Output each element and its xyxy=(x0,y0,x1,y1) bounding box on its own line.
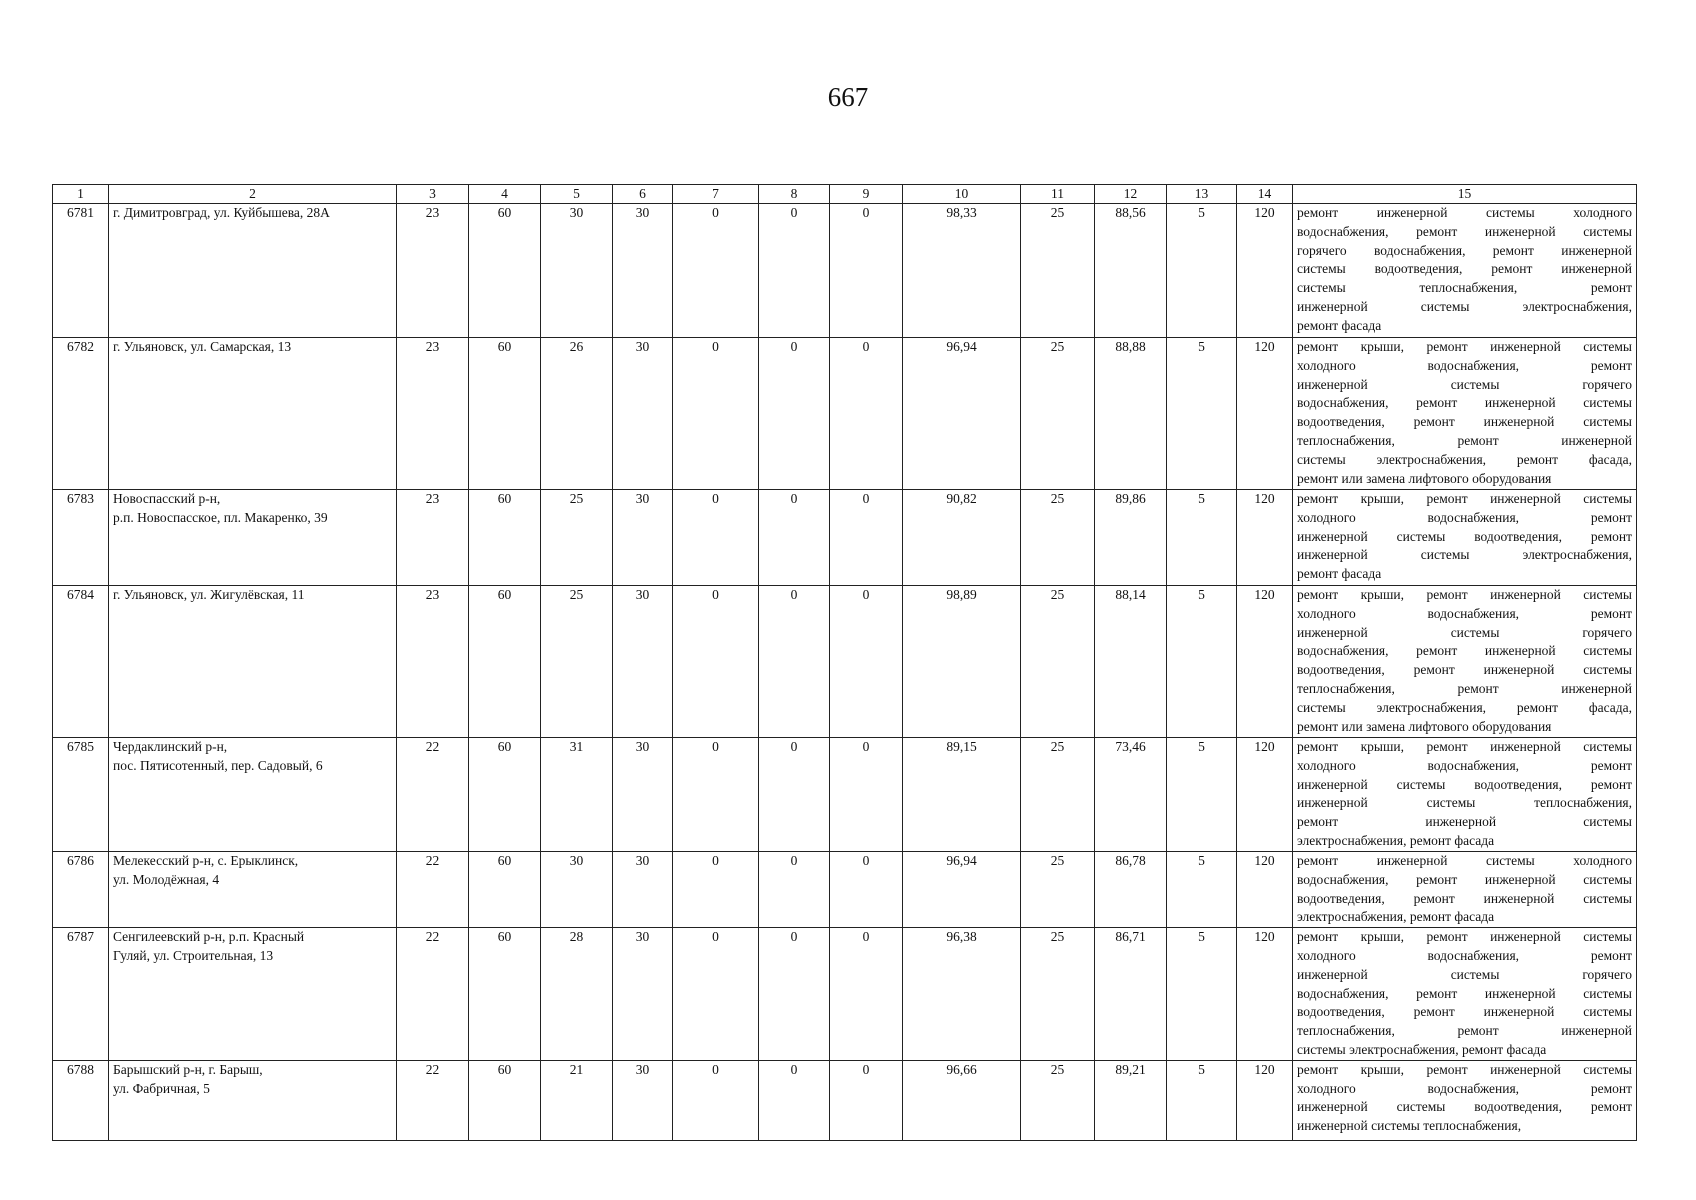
row-number: 6786 xyxy=(53,852,109,928)
address-cell xyxy=(109,586,397,738)
value-cell-11: 25 xyxy=(1021,928,1095,1061)
value-cell-11: 25 xyxy=(1021,852,1095,928)
row-number: 6785 xyxy=(53,738,109,852)
column-header: 7 xyxy=(673,185,759,204)
value-cell-6: 30 xyxy=(613,928,673,1061)
works-line: ремонт инженерной системы холодного xyxy=(1297,205,1632,220)
value-cell-9: 0 xyxy=(830,738,903,852)
works-line: ремонт или замена лифтового оборудования xyxy=(1297,718,1552,734)
value-cell-10: 96,66 xyxy=(903,1060,1021,1140)
works-line: ремонт крыши, ремонт инженерной системы xyxy=(1297,929,1632,945)
value-cell-10: 98,89 xyxy=(903,586,1021,738)
value-cell-4: 60 xyxy=(469,1060,541,1140)
value-cell-13: 5 xyxy=(1167,490,1237,586)
works-line: холодного водоснабжения, ремонт xyxy=(1297,1080,1632,1096)
value-cell-12: 73,46 xyxy=(1095,738,1167,852)
value-cell-14: 120 xyxy=(1237,204,1293,338)
works-line: водоотведения, ремонт инженерной системы xyxy=(1297,662,1632,678)
value-cell-5: 28 xyxy=(541,928,613,1061)
table-row xyxy=(53,490,1637,586)
table-row xyxy=(53,928,1637,1061)
works-line: ремонт крыши, ремонт инженерной системы xyxy=(1297,587,1632,602)
capital-repair-table xyxy=(52,184,1637,1141)
value-cell-13: 5 xyxy=(1167,928,1237,1061)
value-cell-11: 25 xyxy=(1021,1060,1095,1140)
value-cell-12: 88,88 xyxy=(1095,338,1167,490)
works-line: инженерной системы электроснабжения, xyxy=(1297,298,1632,314)
value-cell-12: 86,71 xyxy=(1095,928,1167,1061)
address-cell xyxy=(109,738,397,852)
works-line: инженерной системы горячего xyxy=(1297,376,1632,392)
value-cell-12: 88,14 xyxy=(1095,586,1167,738)
value-cell-12: 86,78 xyxy=(1095,852,1167,928)
value-cell-6: 30 xyxy=(613,852,673,928)
address-cell xyxy=(109,490,397,586)
address-line: г. Ульяновск, ул. Самарская, 13 xyxy=(113,339,292,354)
works-line: ремонт инженерной системы xyxy=(1297,814,1632,830)
works-line: ремонт фасада xyxy=(1297,317,1382,333)
value-cell-5: 30 xyxy=(541,852,613,928)
value-cell-9: 0 xyxy=(830,928,903,1061)
works-line: системы электроснабжения, ремонт фасада, xyxy=(1297,699,1632,715)
address-line: ул. Молодёжная, 4 xyxy=(113,871,220,887)
value-cell-6: 30 xyxy=(613,204,673,338)
value-cell-10: 96,94 xyxy=(903,852,1021,928)
works-line: инженерной системы теплоснабжения, xyxy=(1297,1118,1522,1134)
address-cell xyxy=(109,1060,397,1140)
address-cell xyxy=(109,338,397,490)
works-cell xyxy=(1293,852,1637,928)
works-line: водоотведения, ремонт инженерной системы xyxy=(1297,890,1632,906)
address-line: р.п. Новоспасское, пл. Макаренко, 39 xyxy=(113,509,328,525)
value-cell-8: 0 xyxy=(759,490,830,586)
works-line: водоснабжения, ремонт инженерной системы xyxy=(1297,643,1632,659)
value-cell-3: 23 xyxy=(397,204,469,338)
works-line: ремонт фасада xyxy=(1297,566,1382,582)
value-cell-8: 0 xyxy=(759,738,830,852)
column-header: 4 xyxy=(469,185,541,204)
value-cell-14: 120 xyxy=(1237,338,1293,490)
works-line: ремонт или замена лифтового оборудования xyxy=(1297,470,1552,486)
value-cell-7: 0 xyxy=(673,852,759,928)
value-cell-8: 0 xyxy=(759,852,830,928)
value-cell-12: 88,56 xyxy=(1095,204,1167,338)
works-cell xyxy=(1293,338,1637,490)
row-number: 6783 xyxy=(53,490,109,586)
value-cell-8: 0 xyxy=(759,1060,830,1140)
value-cell-3: 22 xyxy=(397,1060,469,1140)
value-cell-10: 96,94 xyxy=(903,338,1021,490)
works-line: инженерной системы горячего xyxy=(1297,966,1632,982)
value-cell-6: 30 xyxy=(613,490,673,586)
value-cell-7: 0 xyxy=(673,586,759,738)
value-cell-4: 60 xyxy=(469,490,541,586)
address-line: Гуляй, ул. Строительная, 13 xyxy=(113,947,274,963)
value-cell-13: 5 xyxy=(1167,586,1237,738)
value-cell-14: 120 xyxy=(1237,738,1293,852)
value-cell-4: 60 xyxy=(469,928,541,1061)
value-cell-7: 0 xyxy=(673,738,759,852)
value-cell-4: 60 xyxy=(469,738,541,852)
value-cell-4: 60 xyxy=(469,338,541,490)
works-line: холодного водоснабжения, ремонт xyxy=(1297,509,1632,525)
address-cell xyxy=(109,204,397,338)
works-line: системы водоотведения, ремонт инженерной xyxy=(1297,261,1632,277)
value-cell-4: 60 xyxy=(469,852,541,928)
table-row xyxy=(53,1060,1637,1140)
table-row xyxy=(53,204,1637,338)
value-cell-8: 0 xyxy=(759,204,830,338)
address-line: Новоспасский р-н, xyxy=(113,491,221,506)
address-line: Барышский р-н, г. Барыш, xyxy=(113,1061,263,1077)
works-line: водоотведения, ремонт инженерной системы xyxy=(1297,414,1632,430)
value-cell-3: 23 xyxy=(397,490,469,586)
works-line: системы теплоснабжения, ремонт xyxy=(1297,280,1632,296)
works-line: водоснабжения, ремонт инженерной системы xyxy=(1297,395,1632,411)
works-line: инженерной системы водоотведения, ремонт xyxy=(1297,776,1632,792)
row-number: 6788 xyxy=(53,1060,109,1140)
value-cell-9: 0 xyxy=(830,490,903,586)
value-cell-5: 31 xyxy=(541,738,613,852)
works-line: холодного водоснабжения, ремонт xyxy=(1297,357,1632,373)
value-cell-5: 21 xyxy=(541,1060,613,1140)
value-cell-10: 96,38 xyxy=(903,928,1021,1061)
works-line: системы электроснабжения, ремонт фасада, xyxy=(1297,451,1632,467)
column-header: 8 xyxy=(759,185,830,204)
value-cell-5: 30 xyxy=(541,204,613,338)
works-line: ремонт инженерной системы холодного xyxy=(1297,853,1632,868)
value-cell-14: 120 xyxy=(1237,490,1293,586)
value-cell-14: 120 xyxy=(1237,1060,1293,1140)
value-cell-9: 0 xyxy=(830,852,903,928)
value-cell-4: 60 xyxy=(469,204,541,338)
value-cell-9: 0 xyxy=(830,338,903,490)
works-line: водоснабжения, ремонт инженерной системы xyxy=(1297,871,1632,887)
value-cell-6: 30 xyxy=(613,1060,673,1140)
address-line: г. Ульяновск, ул. Жигулёвская, 11 xyxy=(113,587,305,602)
value-cell-13: 5 xyxy=(1167,852,1237,928)
works-line: системы электроснабжения, ремонт фасада xyxy=(1297,1041,1547,1057)
value-cell-14: 120 xyxy=(1237,928,1293,1061)
column-header: 2 xyxy=(109,185,397,204)
value-cell-10: 89,15 xyxy=(903,738,1021,852)
value-cell-14: 120 xyxy=(1237,586,1293,738)
works-line: холодного водоснабжения, ремонт xyxy=(1297,757,1632,773)
value-cell-3: 23 xyxy=(397,338,469,490)
address-line: Чердаклинский р-н, xyxy=(113,739,228,754)
works-line: водоотведения, ремонт инженерной системы xyxy=(1297,1004,1632,1020)
value-cell-11: 25 xyxy=(1021,338,1095,490)
row-number: 6784 xyxy=(53,586,109,738)
works-line: горячего водоснабжения, ремонт инженерной xyxy=(1297,242,1632,258)
column-header: 13 xyxy=(1167,185,1237,204)
column-header: 15 xyxy=(1293,185,1637,204)
value-cell-7: 0 xyxy=(673,204,759,338)
works-line: водоснабжения, ремонт инженерной системы xyxy=(1297,223,1632,239)
works-cell xyxy=(1293,204,1637,338)
value-cell-9: 0 xyxy=(830,204,903,338)
header-row xyxy=(53,185,1637,204)
works-line: инженерной системы водоотведения, ремонт xyxy=(1297,528,1632,544)
table-row xyxy=(53,738,1637,852)
value-cell-5: 25 xyxy=(541,586,613,738)
value-cell-3: 22 xyxy=(397,852,469,928)
value-cell-6: 30 xyxy=(613,338,673,490)
works-line: инженерной системы теплоснабжения, xyxy=(1297,795,1632,811)
row-number: 6782 xyxy=(53,338,109,490)
works-line: теплоснабжения, ремонт инженерной xyxy=(1297,432,1632,448)
table-body xyxy=(53,204,1637,1141)
value-cell-7: 0 xyxy=(673,338,759,490)
address-line: Мелекесский р-н, с. Ерыклинск, xyxy=(113,853,299,868)
works-line: электроснабжения, ремонт фасада xyxy=(1297,909,1495,925)
value-cell-10: 98,33 xyxy=(903,204,1021,338)
column-header: 12 xyxy=(1095,185,1167,204)
works-line: электроснабжения, ремонт фасада xyxy=(1297,832,1495,848)
works-cell xyxy=(1293,928,1637,1061)
column-header: 9 xyxy=(830,185,903,204)
page-number: 667 xyxy=(827,82,869,112)
value-cell-5: 26 xyxy=(541,338,613,490)
address-cell xyxy=(109,852,397,928)
column-header: 11 xyxy=(1021,185,1095,204)
column-header: 14 xyxy=(1237,185,1293,204)
value-cell-3: 22 xyxy=(397,738,469,852)
works-line: инженерной системы горячего xyxy=(1297,624,1632,640)
works-line: теплоснабжения, ремонт инженерной xyxy=(1297,1023,1632,1039)
works-line: инженерной системы водоотведения, ремонт xyxy=(1297,1099,1632,1115)
value-cell-13: 5 xyxy=(1167,1060,1237,1140)
address-line: ул. Фабричная, 5 xyxy=(113,1080,210,1096)
value-cell-6: 30 xyxy=(613,738,673,852)
works-line: холодного водоснабжения, ремонт xyxy=(1297,947,1632,963)
works-line: ремонт крыши, ремонт инженерной системы xyxy=(1297,491,1632,506)
value-cell-12: 89,21 xyxy=(1095,1060,1167,1140)
value-cell-11: 25 xyxy=(1021,738,1095,852)
works-line: холодного водоснабжения, ремонт xyxy=(1297,605,1632,621)
value-cell-13: 5 xyxy=(1167,738,1237,852)
value-cell-10: 90,82 xyxy=(903,490,1021,586)
works-cell xyxy=(1293,490,1637,586)
works-line: ремонт крыши, ремонт инженерной системы xyxy=(1297,1061,1632,1077)
value-cell-7: 0 xyxy=(673,1060,759,1140)
works-line: ремонт крыши, ремонт инженерной системы xyxy=(1297,339,1632,354)
value-cell-11: 25 xyxy=(1021,204,1095,338)
table-row xyxy=(53,586,1637,738)
value-cell-6: 30 xyxy=(613,586,673,738)
value-cell-7: 0 xyxy=(673,490,759,586)
value-cell-8: 0 xyxy=(759,928,830,1061)
value-cell-4: 60 xyxy=(469,586,541,738)
row-number: 6781 xyxy=(53,204,109,338)
value-cell-8: 0 xyxy=(759,586,830,738)
address-line: пос. Пятисотенный, пер. Садовый, 6 xyxy=(113,757,323,773)
column-header: 1 xyxy=(53,185,109,204)
value-cell-7: 0 xyxy=(673,928,759,1061)
column-header: 3 xyxy=(397,185,469,204)
column-header: 5 xyxy=(541,185,613,204)
value-cell-9: 0 xyxy=(830,586,903,738)
row-number: 6787 xyxy=(53,928,109,1061)
column-header: 10 xyxy=(903,185,1021,204)
works-cell xyxy=(1293,586,1637,738)
value-cell-5: 25 xyxy=(541,490,613,586)
address-cell xyxy=(109,928,397,1061)
works-line: водоснабжения, ремонт инженерной системы xyxy=(1297,985,1632,1001)
works-cell xyxy=(1293,738,1637,852)
value-cell-9: 0 xyxy=(830,1060,903,1140)
value-cell-12: 89,86 xyxy=(1095,490,1167,586)
value-cell-11: 25 xyxy=(1021,490,1095,586)
works-line: инженерной системы электроснабжения, xyxy=(1297,547,1632,563)
value-cell-14: 120 xyxy=(1237,852,1293,928)
value-cell-3: 23 xyxy=(397,586,469,738)
value-cell-13: 5 xyxy=(1167,338,1237,490)
column-header: 6 xyxy=(613,185,673,204)
address-line: г. Димитровград, ул. Куйбышева, 28А xyxy=(113,205,330,220)
value-cell-3: 22 xyxy=(397,928,469,1061)
address-line: Сенгилеевский р-н, р.п. Красный xyxy=(113,929,305,945)
works-cell xyxy=(1293,1060,1637,1140)
table-row xyxy=(53,852,1637,928)
works-line: ремонт крыши, ремонт инженерной системы xyxy=(1297,739,1632,754)
value-cell-13: 5 xyxy=(1167,204,1237,338)
table-row xyxy=(53,338,1637,490)
value-cell-8: 0 xyxy=(759,338,830,490)
works-line: теплоснабжения, ремонт инженерной xyxy=(1297,680,1632,696)
value-cell-11: 25 xyxy=(1021,586,1095,738)
